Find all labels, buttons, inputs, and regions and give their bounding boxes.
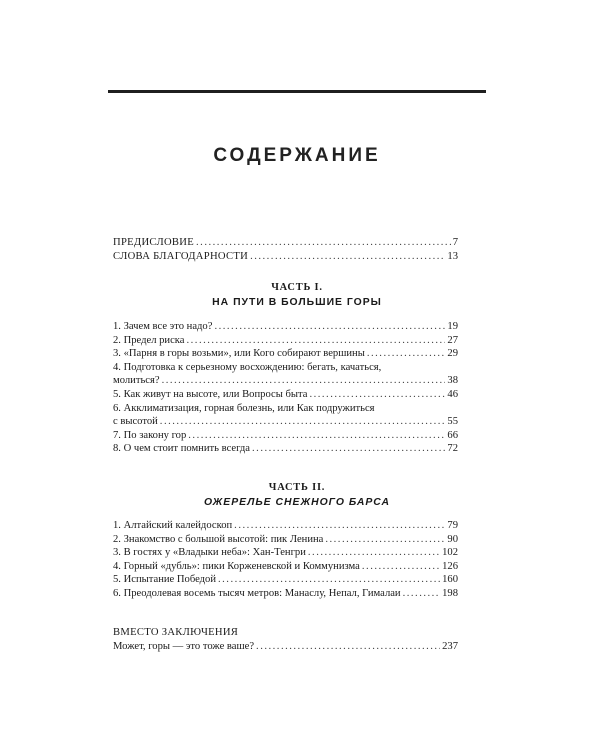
closing-heading: ВМЕСТО ЗАКЛЮЧЕНИЯ <box>113 627 239 638</box>
entry-page: 38 <box>447 375 458 387</box>
entry-page: 27 <box>447 334 458 346</box>
entry-page: 160 <box>442 574 458 586</box>
toc-entry[interactable] <box>113 388 458 402</box>
toc-entry-multiline[interactable] <box>113 402 458 429</box>
entry-label: 1. Зачем все это надо? <box>113 321 213 332</box>
leader-dots <box>252 442 445 456</box>
toc-entry[interactable] <box>113 320 458 334</box>
leader-dots <box>309 388 445 402</box>
leader-dots <box>160 415 446 429</box>
entry-page: 79 <box>447 520 458 531</box>
leader-dots <box>162 374 446 388</box>
toc-entry[interactable] <box>113 519 458 533</box>
leader-dots <box>187 334 446 348</box>
toc-entry[interactable] <box>113 533 458 547</box>
toc-entry[interactable] <box>113 334 458 348</box>
entry-page: 90 <box>447 533 458 545</box>
entry-label: молиться? <box>113 375 160 387</box>
toc-entry-multiline[interactable] <box>113 361 458 388</box>
leader-dots <box>218 573 440 587</box>
entry-page: 198 <box>442 587 458 599</box>
toc-entry-closing[interactable] <box>113 640 458 654</box>
toc-entry-acknowledgements[interactable] <box>113 250 458 264</box>
entry-label-line1: 6. Акклиматизация, горная болезнь, или Как подружиться <box>113 402 375 414</box>
entry-label: 4. Горный «дубль»: пики Корженевской и Коммунизма <box>113 560 360 572</box>
leader-dots <box>308 546 440 560</box>
toc-entry[interactable] <box>113 429 458 443</box>
leader-dots <box>214 320 445 334</box>
entry-label: СЛОВА БЛАГОДАРНОСТИ <box>113 250 249 262</box>
entry-label: 2. Предел риска <box>113 334 185 346</box>
leader-dots <box>188 429 445 443</box>
toc-entry[interactable] <box>113 573 458 587</box>
entry-page: 237 <box>442 640 458 652</box>
entry-page: 102 <box>442 547 458 559</box>
page-title: СОДЕРЖАНИЕ <box>213 145 381 166</box>
entry-page: 13 <box>447 250 458 262</box>
entry-page: 46 <box>447 388 458 400</box>
leader-dots <box>256 640 440 654</box>
entry-label: 7. По закону гор <box>113 429 187 441</box>
entry-label: с высотой <box>113 416 158 428</box>
entry-label-line1: 4. Подготовка к серьезному восхождению: бегать, качаться, <box>113 361 382 373</box>
toc-entry[interactable] <box>113 560 458 574</box>
leader-dots <box>234 519 445 533</box>
entry-page: 29 <box>447 348 458 360</box>
front-matter-list <box>113 236 458 263</box>
entry-label: 1. Алтайский калейдоскоп <box>113 520 233 531</box>
entry-label: ПРЕДИСЛОВИЕ <box>113 237 195 248</box>
entry-label: 6. Преодолевая восемь тысяч метров: Манаслу, Непал, Гималаи <box>113 587 401 599</box>
entry-page: 126 <box>442 560 458 572</box>
leader-dots <box>250 250 445 264</box>
part2-chapter-list <box>113 519 458 601</box>
leader-dots <box>367 347 446 361</box>
closing-section <box>113 626 458 653</box>
entry-page: 55 <box>447 416 458 428</box>
entry-label: 3. В гостях у «Владыки неба»: Хан-Тенгри <box>113 547 306 559</box>
leader-dots <box>362 560 440 574</box>
toc-entry-preface[interactable] <box>113 236 458 250</box>
leader-dots <box>196 236 451 250</box>
part1-heading: ЧАСТЬ I. <box>271 282 323 293</box>
toc-entry[interactable] <box>113 347 458 361</box>
entry-page: 72 <box>447 443 458 455</box>
entry-label: Может, горы — это тоже ваше? <box>113 640 255 652</box>
entry-label: 5. Испытание Победой <box>113 574 216 586</box>
toc-entry[interactable] <box>113 546 458 560</box>
entry-page: 66 <box>447 429 458 441</box>
top-rule <box>108 90 486 93</box>
toc-entry[interactable] <box>113 442 458 456</box>
entry-label: 3. «Парня в горы возьми», или Кого собирают вершины <box>113 348 365 360</box>
leader-dots <box>325 533 445 547</box>
entry-page: 7 <box>452 237 458 248</box>
toc-entry[interactable] <box>113 587 458 601</box>
part2-subtitle: ОЖЕРЕЛЬЕ СНЕЖНОГО БАРСА <box>203 497 391 508</box>
entry-page: 19 <box>447 321 458 332</box>
part2-heading: ЧАСТЬ II. <box>268 482 326 493</box>
entry-label: 5. Как живут на высоте, или Вопросы быта <box>113 388 308 400</box>
part1-subtitle: НА ПУТИ В БОЛЬШИЕ ГОРЫ <box>212 297 382 308</box>
leader-dots <box>403 587 441 601</box>
part1-chapter-list <box>113 320 458 456</box>
entry-label: 2. Знакомство с большой высотой: пик Ленина <box>113 533 324 545</box>
entry-label: 8. О чем стоит помнить всегда <box>113 443 251 455</box>
